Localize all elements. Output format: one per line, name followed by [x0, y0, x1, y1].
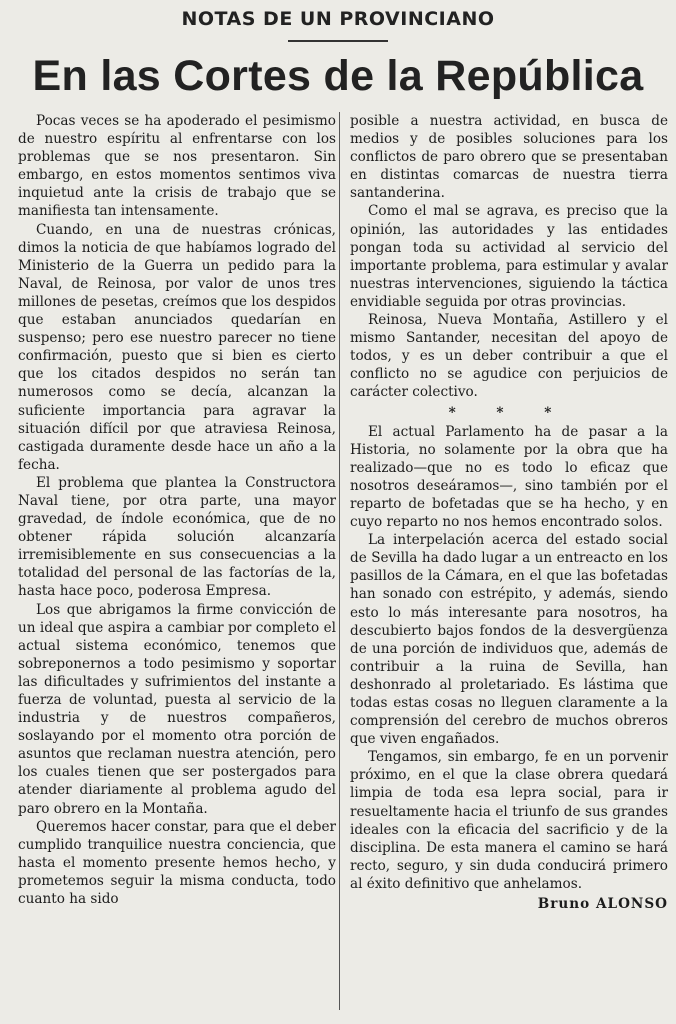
paragraph: Pocas veces se ha apoderado el pesimismo de nuestro espíritu al enfrentarse con los problemas que se nos presentaron. Sin embargo, en estos momentos sentimos viva inquietud ante la crisis de trabajo que se manifiesta tan intensamente.	[18, 113, 336, 220]
paragraph: Los que abrigamos la firme convicción de un ideal que aspira a cambiar por completo el actual sistema económico, tenemos que sobreponernos a todo pesimismo y soportar las dificultades y sufrimientos del instante a fuerza de voluntad, puesta al servicio de la industria y de nuestros compañeros, soslayando por el momento otra porción de asuntos que reclaman nuestra atención, pero los cuales tienen que ser postergados para atender diariamente al problema agudo del paro obrero en la Montaña.	[18, 601, 336, 817]
paragraph: Queremos hacer constar, para que el deber cumplido tranquilice nuestra conciencia, que hasta el momento presente hemos hecho, y prometemos seguir la misma conducta, todo cuanto ha sido	[18, 818, 336, 908]
paragraph: Como el mal se agrava, es preciso que la opinión, las autoridades y las entidades pongan toda su actividad al servicio del importante problema, para estimular y avalar nuestras intervenciones, siguiendo la táctica envidiable seguida por otras provincias.	[350, 203, 668, 310]
paragraph: La interpelación acerca del estado social de Sevilla ha dado lugar a un entreacto en los pasillos de la Cámara, en el que las bofetadas han sonado con estrépito, y además, siendo esto lo más interesante para nosotros, ha descubierto bajos fondos de la desvergüenza de una porción de individuos que, además de contribuir a la ruina de Sevilla, han deshonrado al proletariado. Es lástima que todas estas cosas no lleguen claramente a la comprensión del cerebro de muchos obreros que viven engañados.	[350, 532, 668, 748]
section-rule	[288, 40, 388, 42]
section-separator: * * *	[448, 404, 570, 421]
section-title: NOTAS DE UN PROVINCIANO	[181, 8, 495, 30]
left-column	[18, 112, 336, 908]
paragraph: posible a nuestra actividad, en busca de medios y de posibles soluciones para los conflictos de paro obrero que se presentaban en distintas comarcas de nuestra tierra santanderina.	[350, 113, 668, 202]
paragraph: El actual Parlamento ha de pasar a la Historia, no solamente por la obra que ha realizado—que no es todo lo eficaz que nosotros deseáramos—, sino también por el reparto de bofetadas que se ha hecho, y en cuyo reparto no nos hemos encontrado solos.	[350, 423, 668, 531]
right-column	[350, 112, 668, 913]
article-headline: En las Cortes de la República	[32, 52, 644, 100]
paragraph: Reinosa, Nueva Montaña, Astillero y el mismo Santander, necesitan del apoyo de todos, y es un deber contribuir a que el conflicto no se agudice con perjuicios de carácter colectivo.	[350, 312, 668, 401]
paragraph: Tengamos, sin embargo, fe en un porvenir próximo, en el que la clase obrera quedará limpia de toda esa lepra social, para ir resueltamente hacia el triunfo de sus grandes ideales con la eficacia del sacrificio y de la disciplina. De esta manera el camino se hará recto, seguro, y sin duda conducirá primero al éxito definitivo que anhelamos.	[350, 749, 668, 892]
author-signature: Bruno ALONSO	[537, 896, 668, 913]
paragraph: El problema que plantea la Constructora Naval tiene, por otra parte, una mayor gravedad, de índole económica, que de no obtener rápida solución alcanzaría irremisiblemente en sus consecuencias a la totalidad del personal de las factorías de la, hasta hace poco, poderosa Empresa.	[18, 474, 336, 600]
column-divider	[339, 112, 340, 1010]
paragraph: Cuando, en una de nuestras crónicas, dimos la noticia de que habíamos logrado del Ministerio de la Guerra un pedido para la Naval, de Reinosa, por valor de unos tres millones de pesetas, creímos que los despidos que estaban anunciados quedarían en suspenso; pero ese nuestro parecer no tiene confirmación, puesto que si bien es cierto que los citados despidos no serán tan numerosos como se decía, alcanzan la suficiente importancia para agravar la situación difícil por que atraviesa Reinosa, castigada duramente desde hace un año a la fecha.	[18, 221, 336, 473]
